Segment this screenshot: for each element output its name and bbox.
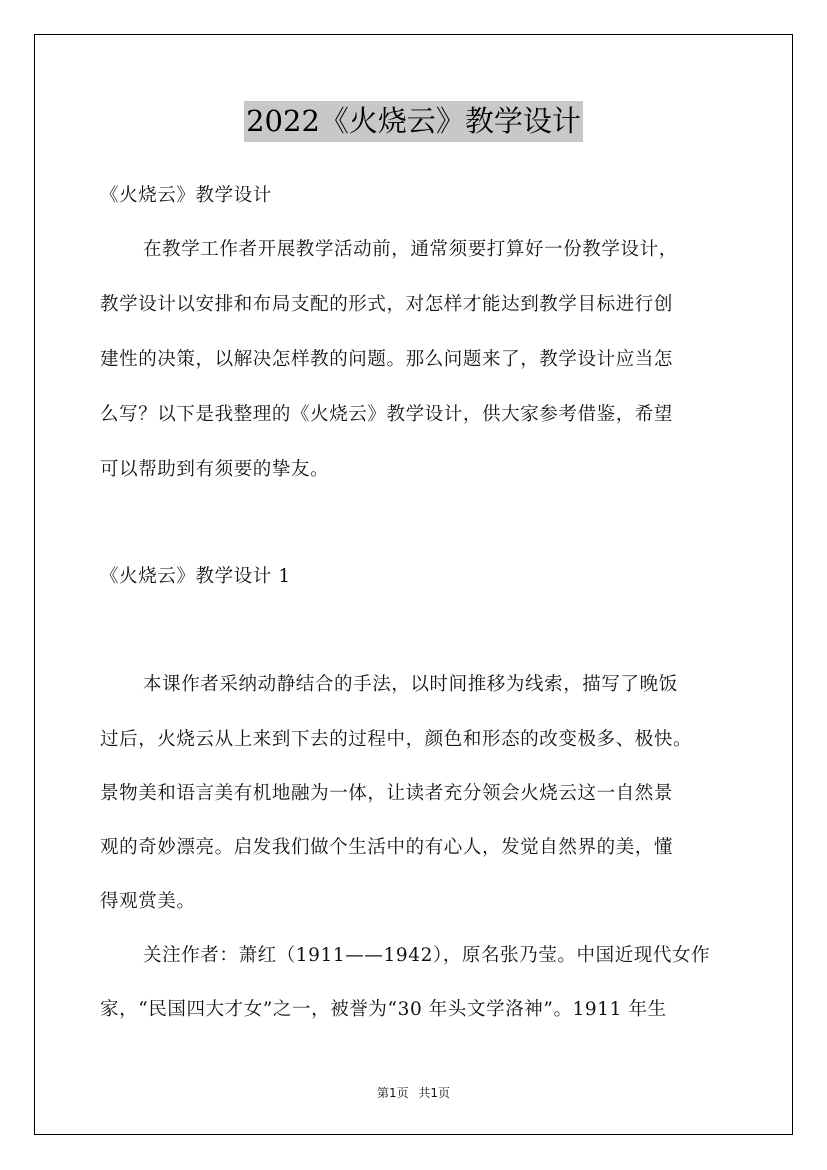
document-subtitle: 《火烧云》教学设计 [100, 185, 272, 206]
intro-line-2: 教学设计以安排和布局支配的形式，对怎样才能达到教学目标进行创 [100, 294, 674, 315]
intro-line-1: 在教学工作者开展教学活动前，通常须要打算好一份教学设计， [143, 239, 678, 260]
page-total: 共1页 [418, 1086, 451, 1100]
intro-line-4: 么写？以下是我整理的《火烧云》教学设计，供大家参考借鉴，希望 [100, 404, 674, 425]
intro-line-3: 建性的决策，以解决怎样教的问题。那么问题来了，教学设计应当怎 [100, 349, 674, 370]
para1-line-4: 观的奇妙漂亮。启发我们做个生活中的有心人，发觉自然界的美，懂 [100, 837, 674, 858]
para1-line-5: 得观赏美。 [100, 891, 196, 912]
para1-line-2: 过后，火烧云从上来到下去的过程中，颜色和形态的改变极多、极快。 [100, 729, 693, 750]
page-footer [0, 1084, 827, 1101]
document-title: 2022《火烧云》教学设计 [244, 101, 583, 142]
intro-line-5: 可以帮助到有须要的挚友。 [100, 459, 330, 480]
page-number: 第1页 [376, 1086, 409, 1100]
section-heading: 《火烧云》教学设计 1 [100, 566, 291, 587]
para1-line-1: 本课作者采纳动静结合的手法，以时间推移为线索，描写了晚饭 [143, 674, 678, 695]
para2-line-1: 关注作者：萧红（1911——1942），原名张乃莹。中国近现代女作 [143, 945, 711, 966]
para1-line-3: 景物美和语言美有机地融为一体，让读者充分领会火烧云这一自然景 [100, 783, 674, 804]
para2-line-2: 家，“民国四大才女”之一，被誉为“30 年头文学洛神”。1911 年生 [100, 999, 667, 1020]
